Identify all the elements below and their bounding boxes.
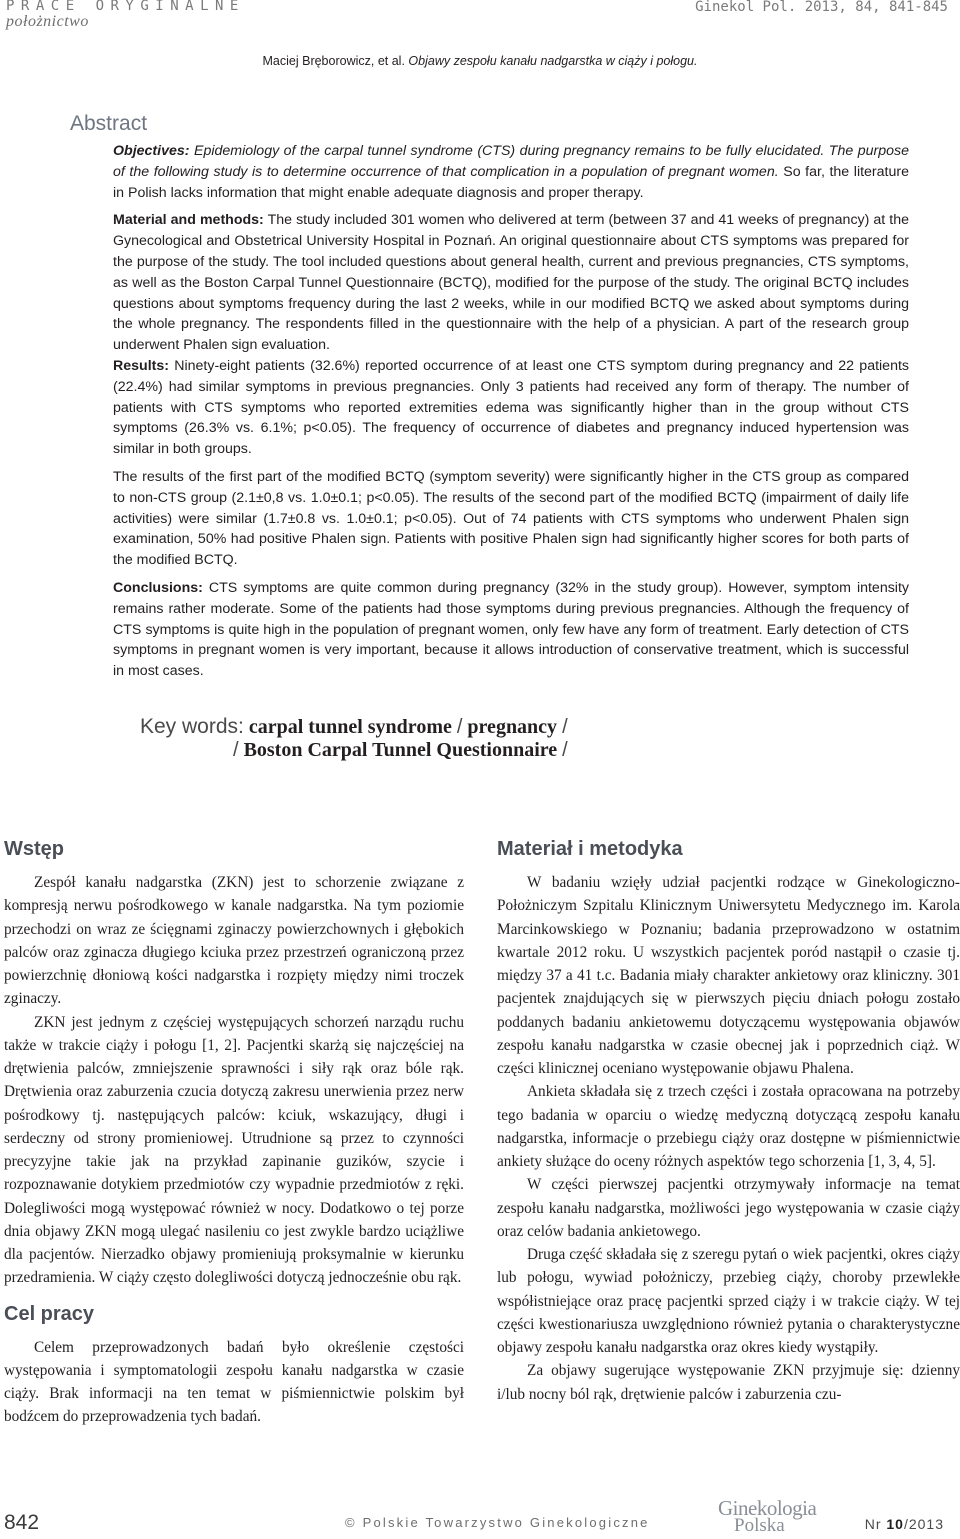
page-number: 842 [4,1511,40,1534]
abstract-results-2: The results of the first part of the modified BCTQ (symptom severity) were significantly higher in the CTS group as compared to non-CTS group (2.1±0,8 vs. 1.0±0.1; p<0.05). The results of the second part of the modified BCTQ (impairment of daily life activities) were similar (1.7±0.8 vs. 1.0±0.1; p<0.05). Out of 74 patients with CTS symptoms who underwent Phalen sign examination, 50% had positive Phalen sign. Patients with positive Phalen sign had significantly higher scores for both parts of the modified BCTQ. [113,468,909,569]
issue-prefix: Nr [864,1516,882,1532]
logo-text-line-1: Ginekologia [718,1496,817,1520]
paragraph: Ankieta składała się z trzech części i została opracowana na potrzeby tego badania w oparciu o wiedzę medyczną dotyczącą zespołu kanału nadgarstka, informacje o przebiegu ciąży oraz dostępne w piśmiennictwie ankiety służące do oceny różnych aspektów tego schorzenia [1, 3, 4, 5]. [497,1083,960,1170]
issue-number-value: 10 [886,1516,904,1532]
keyword-term: pregnancy [467,716,558,738]
keywords-line-2 [233,739,568,762]
section-heading-wstep: Wstęp [4,838,64,860]
journal-citation: Ginekol Pol. 2013, 84, 841-845 [695,0,948,15]
objectives-label: Objectives: [113,143,190,159]
results-label: Results: [113,357,169,374]
conclusions-text: CTS symptoms are quite common during pregnancy (32% in the study group). However, symptom intensity remains rather moderate. Some of the patients had those symptoms during previous pregnancies. Although the frequency of CTS symptoms is quite high in the population of pregnant women, only few have any form of treatment. Early detection of CTS symptoms in pregnant women is very important, because it allows introduction of conservative treatment, which is successful in most cases. [113,579,909,680]
abstract-heading: Abstract [70,112,148,135]
methods-label: Material and methods: [113,212,264,229]
body-column-left [4,835,464,1429]
abstract-results [113,356,909,460]
methods-text: The study included 301 women who delivered at term (between 37 and 41 weeks of pregnancy) at the Gynecological and Obstetrical University Hospital in Poznań. An original questionnaire about CTS symptoms was prepared for the purpose of the study. The tool included questions about general health, current and previous pregnancies, CTS symptoms, as well as the Boston Carpal Tunnel Questionnaire (BCTQ), modified for the purpose of the study. The original BCTQ includes questions about symptoms frequency during the last 2 weeks, while in our modified BCTQ we asked about symptoms during the whole pregnancy. The respondents filled in the questionnaire with the help of a physician. A part of the research group underwent Phalen sign evaluation. [113,212,910,354]
running-authors: Maciej Bręborowicz, et al. [262,54,405,68]
paragraph: Celem przeprowadzonych badań było określenie częstości występowania i symptomatologii zespołu kanału nadgarstka w czasie ciąży. Brak informacji na ten temat w piśmiennictwie polskim był bodźcem do przeprowadzenia tych badań. [4,1338,464,1426]
journal-logo [712,1496,842,1536]
copyright-icon: © [345,1515,357,1530]
section-heading-cel-pracy: Cel pracy [4,1302,95,1325]
keyword-term: Boston Carpal Tunnel Questionnaire [243,739,558,761]
abstract-body [113,141,909,682]
subsection-label: położnictwo [6,13,89,30]
paragraph: ZKN jest jednym z częściej występujących schorzeń narządu ruchu także w trakcie ciąży i połogu [1, 2]. Pacjentki skarżą się najczęściej na drętwienia palców, zmniejszenie sprawności i siły rąk oraz bóle rąk. Drętwienia oraz zaburzenia czucia dotyczą zakresu unerwienia przez nerw pośrodkowy tj. następujących palców: kciuk, wskazujący, długi i serdeczny od strony promieniowej. Utrudnione są przez to czynności precyzyjne takie jak na przykład zapinanie guzików, szycie i rozpoznawanie dotykiem przedmiotów czy wypadnie przedmiotów z ręki. Dolegliwości mogą występować również w nocy. Dodatkowo o tej porze dnia objawy ZKN mogą ulegać nasileniu co jest zwykle bardzo uciążliwe dla pacjentów. Nierzadko objawy promieniują proksymalnie w kierunku przedramienia. W ciąży często dolegliwości dotyczą jednocześnie obu rąk. [4,1013,464,1287]
issue-number [865,1516,944,1532]
paragraph: Za objawy sugerujące występowanie ZKN przyjmuje się: dzienny i/lub nocny ból rąk, drętwienie palców i zaburzenia czu- [497,1362,960,1403]
body-column-right [497,835,960,1406]
conclusions-label: Conclusions: [113,579,203,596]
keyword-separator: / [562,739,568,761]
results-text: Ninety-eight patients (32.6%) reported occurrence of at least one CTS symptom during pregnancy and 22 patients (22.4%) had similar symptoms in previous pregnancies. Only 3 patients had received any form of therapy. The number of patients with CTS symptoms who reported extremities edema was significantly higher than in the group without CTS symptoms (26.3% vs. 6.1%; p<0.05). The frequency of occurrence of diabetes and pregnancy induced hypertension was similar in both groups. [113,357,909,458]
section-heading-material-metodyka: Materiał i metodyka [497,838,683,860]
issue-year: /2013 [903,1516,944,1532]
section-label: PRACE ORYGINALNE [6,0,245,14]
objectives-text-2: So far, the literature in Polish lacks information that might enable adequate diagnosis and proper therapy. [113,163,909,201]
paragraph: W badaniu wzięły udział pacjentki rodzące w Ginekologiczno-Położniczym Szpitalu Klinicznym Uniwersytetu Medycznego im. Karola Marcinkowskiego w Poznaniu; badania przeprowadzono w ostatnim kwartale 2012 roku. U wszystkich pacjentek poród nastąpił o czasie tj. między 37 a 41 t.c. Badania miały charakter ankietowy oraz kliniczny. 301 pacjentek znajdujących się w pierwszych pięciu dniach połogu zostało poddanych badaniu ankietowemu dotyczącemu występowania objawów zespołu kanału nadgarstka w czasie obecnej jak i poprzednich ciąż. W części klinicznej oceniano występowanie objawu Phalena. [497,874,960,1077]
keywords-label: Key words: [140,715,244,738]
paragraph: W części pierwszej pacjentki otrzymywały informacje na temat zespołu kanału nadgarstka, możliwości jego występowania w czasie ciąży oraz celów badania ankietowego. [497,1176,960,1240]
abstract-objectives [113,141,909,203]
abstract-conclusions [113,578,909,682]
paragraph: Druga część składała się z szeregu pytań o wiek pacjentki, okres ciąży lub połogu, wywiad położniczy, przebieg ciąży, choroby przewlekłe współistniejące oraz pracę pacjentki sprzed ciąży i w trakcie ciąży. W tej części kwestionariusza uwzględniono również pytania o charakterystyczne objawy zespołu kanału nadgarstka oraz okres kiedy wystąpiły. [497,1246,960,1356]
keyword-separator: / [233,739,239,761]
copyright-line [345,1515,650,1530]
abstract-methods [113,210,909,356]
society-name: Polskie Towarzystwo Ginekologiczne [362,1515,650,1530]
objectives-text: Epidemiology of the carpal tunnel syndrome (CTS) during pregnancy remains to be fully elucidated. The purpose of the following study is to determine occurrence of that complication in a population of pregnant women. [113,143,909,180]
keyword-term: carpal tunnel syndrome [248,716,452,738]
keyword-separator: / [456,716,463,738]
paragraph: Zespół kanału nadgarstka (ZKN) jest to schorzenie związane z kompresją nerwu pośrodkowego w kanale nadgarstka. Na tym poziomie przechodzi on wraz ze ścięgnami zginaczy powierzchownych i głębokich palców oraz zginacza długiego kciuka przez przestrzeń ograniczoną przez powierzchnię dłoniową kości nadgarstka i rozpięty między nimi troczek zginaczy. [4,874,464,1008]
logo-text-line-2: Polska [734,1515,785,1536]
keyword-separator: / [562,716,568,738]
running-title: Objawy zespołu kanału nadgarstka w ciąży i połogu. [408,54,698,68]
running-header [0,54,960,68]
keywords-line-1 [140,715,568,739]
